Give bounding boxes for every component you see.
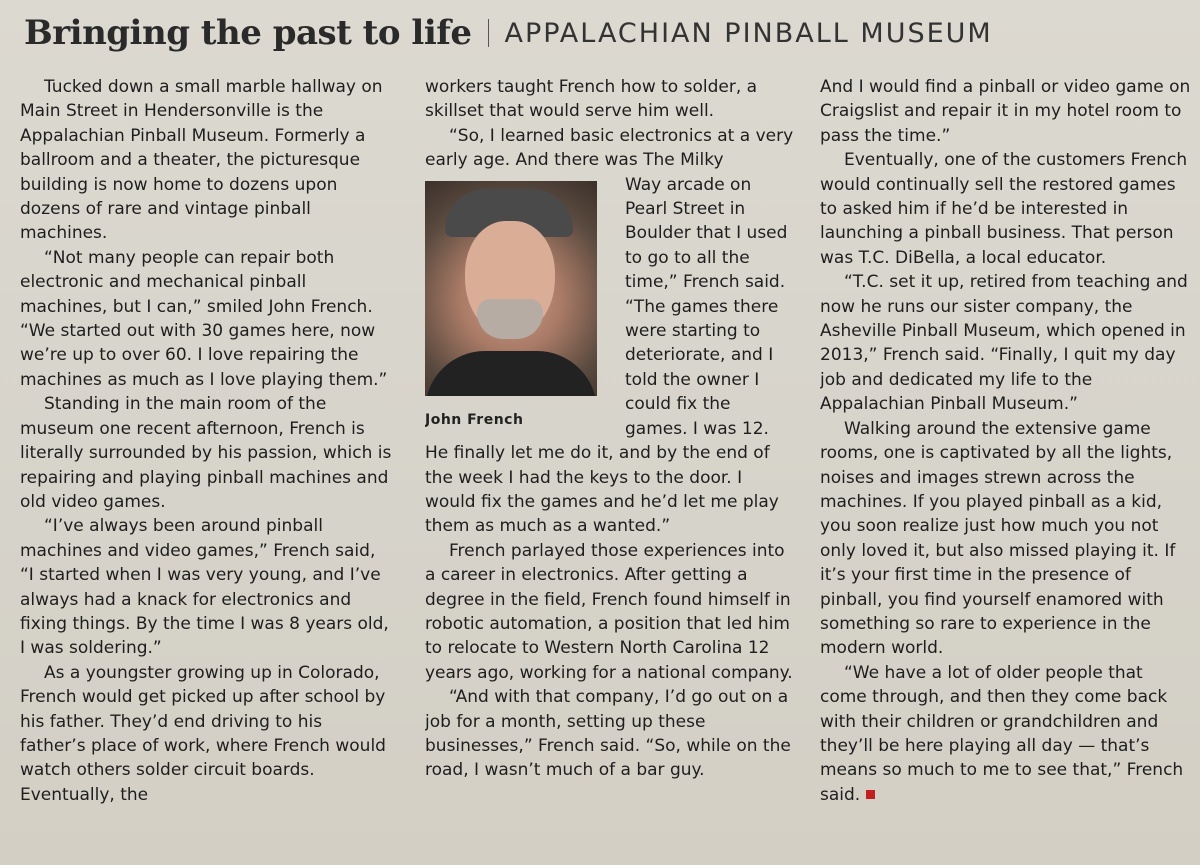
paragraph: As a youngster growing up in Colorado, French would get picked up after school by his father. They’d end driving to his father’s place of work, where French would watch others solder circuit boards. Eventually, the bbox=[20, 662, 386, 805]
paragraph: French parlayed those experiences into a career in electronics. After getting a degree in the field, French found himself in robotic automation, a position that led him to relocate to Western North Carolina 12 years ago, working for a national company. bbox=[425, 540, 793, 683]
paragraph: Tucked down a small marble hallway on Main Street in Hendersonville is the Appalachian Pinball Museum. Formerly a ballroom and a theater, the picturesque building is now home to dozens upon dozens of rare and vintage pinball machines. bbox=[20, 77, 383, 244]
paragraph: “Not many people can repair both electronic and mechanical pinball machines, but I can,” smiled John French. “We started out with 30 games here, now we’re up to over 60. I love repairing the machines as much as I love playing them.” bbox=[20, 247, 388, 390]
section-title: APPALACHIAN PINBALL MUSEUM bbox=[504, 17, 993, 49]
paragraph-text: “We have a lot of older people that come through, and then they come back with their children or grandchildren and they’ll be here playing all day — that’s means so much to me to see that,” French said. bbox=[820, 662, 1184, 805]
photo-figure bbox=[425, 173, 625, 428]
article-column-1 bbox=[20, 75, 392, 855]
article-column-2 bbox=[425, 75, 797, 855]
shirt-shape bbox=[425, 351, 597, 396]
paragraph: “I’ve always been around pinball machines and video games,” French said, “I started when I was very young, and I’ve always had a knack for electronics and fixing things. By the time I was 8 years old, I was soldering.” bbox=[20, 516, 389, 659]
headline: Bringing the past to life bbox=[24, 13, 472, 53]
paragraph: “So, I learned basic electronics at a very early age. And there was The Milky bbox=[425, 125, 794, 171]
article-column-3 bbox=[820, 75, 1192, 855]
paragraph: And I would find a pinball or video game on Craigslist and repair it in my hotel room to pass the time.” bbox=[820, 77, 1191, 146]
header-divider bbox=[488, 19, 489, 47]
paragraph: “T.C. set it up, retired from teaching and now he runs our sister company, the Asheville Pinball Museum, which opened in 2013,” French said. “Finally, I quit my day job and dedicated my life to the Appalachian Pinball Museum.” bbox=[820, 272, 1188, 415]
paragraph: Walking around the extensive game rooms, one is captivated by all the lights, noises and images strewn across the machines. If you played pinball as a kid, you soon realize just how much you not only loved it, but also missed playing it. If it’s your first time in the presence of pinball, you find yourself enamored with something so rare to experience in the modern world. bbox=[820, 418, 1176, 659]
paragraph: workers taught French how to solder, a skillset that would serve him well. bbox=[425, 77, 758, 122]
paragraph: “And with that company, I’d go out on a job for a month, setting up these businesses,” French said. “So, while on the road, I wasn’t much of a bar guy. bbox=[425, 687, 791, 781]
end-mark-icon bbox=[866, 790, 875, 799]
paragraph: Standing in the main room of the museum one recent afternoon, French is literally surrounded by his passion, which is repairing and playing pinball machines and old video games. bbox=[20, 394, 392, 512]
paragraph: Way arcade on Pearl Street in Boulder that I used to go to all the time,” French said. “The games there were starting to deteriorate, and I told the owner I could fix the games. I was 12. He finally let me do it, and by the end of the week I had the keys to the door. I would fix the games and he’d let me play them as much as a wanted.” bbox=[425, 174, 788, 537]
portrait-photo bbox=[425, 181, 597, 396]
article-header bbox=[24, 8, 1180, 58]
paragraph: Eventually, one of the customers French would continually sell the restored games to asked him if he’d be interested in launching a pinball business. That person was T.C. DiBella, a local educator. bbox=[820, 150, 1188, 268]
beard-shape bbox=[477, 299, 543, 339]
photo-caption: John French bbox=[425, 411, 524, 428]
final-paragraph bbox=[820, 661, 1192, 807]
